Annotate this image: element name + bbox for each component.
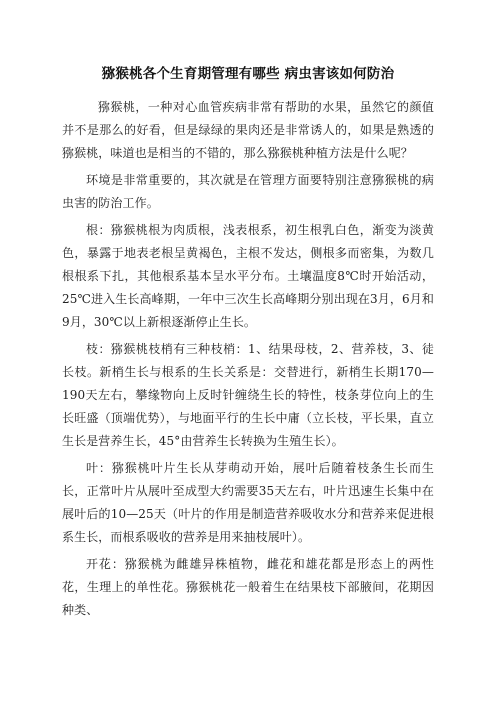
intro-paragraph: 猕猴桃，一种对心血管疾病非常有帮助的水果，虽然它的颜值并不是那么的好看，但是绿绿的果肉还是非常诱人的，如果是熟透的猕猴桃，味道也是相当的不错的，那么猕猴桃种植方法是什么呢？ [62,100,434,160]
document-title: 猕猴桃各个生育期管理有哪些 病虫害该如何防治 [101,66,395,82]
leaf-paragraph: 叶：猕猴桃叶片生长从芽萌动开始，展叶后随着枝条生长而生长，正常叶片从展叶至成型大约需要35天左右，叶片迅速生长集中在展叶后的10—25天（叶片的作用是制造营养吸收水分和营养来促进根系生长，而根系吸收的营养是用来抽枝展叶）。 [62,461,434,544]
branch-paragraph: 枝：猕猴桃枝梢有三种枝梢：1、结果母枝，2、营养枝，3、徒长枝。新梢生长与根系的生长关系是：交替进行，新梢生长期170—190天左右，攀缘物向上反时针缠绕生长的特性，枝条芽位向上的生长旺盛（顶端优势），与地面平行的生长中庸（立长枝，平长果，直立生长是营养生长，45°由营养生长转换为生殖生长）。 [62,342,434,448]
flowering-paragraph: 开花：猕猴桃为雌雄异株植物，雌花和雄花都是形态上的两性花，生理上的单性花。猕猴桃花一般着生在结果枝下部腋间，花期因种类、 [62,557,434,617]
environment-paragraph: 环境是非常重要的，其次就是在管理方面要特别注意猕猴桃的病虫害的防治工作。 [62,173,434,210]
root-paragraph: 根：猕猴桃根为肉质根，浅表根系，初生根乳白色，渐变为淡黄色，暴露于地表老根呈黄褐色，主根不发达，侧根多而密集，为数几根根系下扎，其他根系基本呈水平分布。土壤温度8℃时开始活动，25℃进入生长高峰期，一年中三次生长高峰期分别出现在3月，6月和9月，30℃以上新根逐渐停止生长。 [62,223,434,329]
